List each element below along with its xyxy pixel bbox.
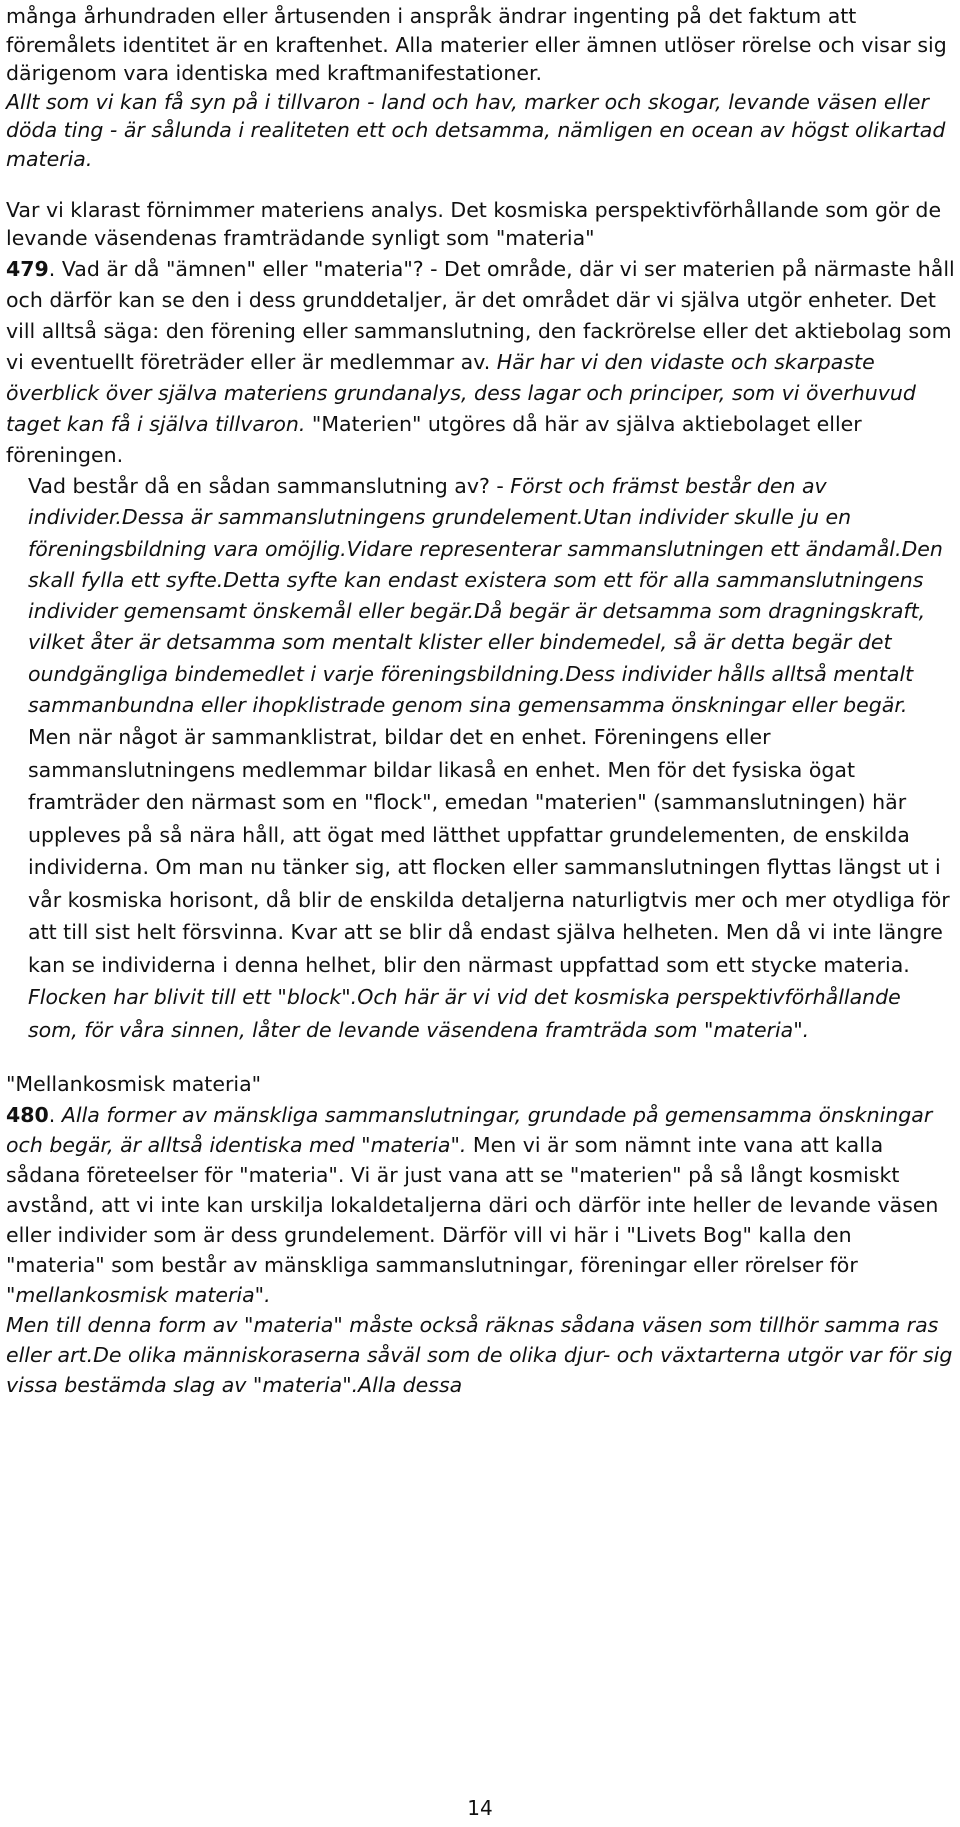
paragraph-480-text-1: . (48, 1102, 62, 1127)
document-page (6, 0, 956, 1400)
paragraph-480-italic-2: "mellankosmisk materia". (6, 1282, 271, 1307)
paragraph-480-italic-1: Alla former av mänskliga sammanslutningar, grundade på gemensamma önskningar och begär, är alltså identiska med "materia". (6, 1102, 933, 1157)
paragraph-enhet (6, 721, 956, 1046)
paragraph-1 (6, 0, 956, 173)
paragraph-materiens-analys-text: Var vi klarast förnimmer materiens analys. Det kosmiska perspektivförhållande som gör de levande väsendenas framträdande synligt som "materia" (6, 198, 942, 250)
paragraph-raser (6, 1310, 956, 1400)
paragraph-sammanslutning-italic: Först och främst består den av individer.Dessa är sammanslutningens grundelement.Utan individer skulle ju en föreningsbildning vara omöjlig.Vidare representerar sammanslutningen ett ändamål.Den skall fylla ett syfte.Detta syfte kan endast existera som ett för alla sammanslutningens individer gemensamt önskemål eller begär.Då begär är detsamma som dragningskraft, vilket åter är detsamma som mentalt klister eller bindemedel, så är detta begär det oundgängliga bindemedlet i varje föreningsbildning.Dess individer hålls alltså mentalt sammanbundna eller ihopklistrade genom sina gemensamma önskningar eller begär. (28, 474, 943, 718)
paragraph-1-italic: Allt som vi kan få syn på i tillvaron - land och hav, marker och skogar, levande väsen eller döda ting - är sålunda i realiteten ett och detsamma, nämligen en ocean av högst olikartad materia. (6, 89, 946, 171)
paragraph-enhet-italic: Flocken har blivit till ett "block".Och här är vi vid det kosmiska perspektivförhållande som, för våra sinnen, låter de levande väsendena framträda som "materia". (28, 985, 901, 1042)
paragraph-480 (6, 1100, 956, 1310)
paragraph-480-text-2: Men vi är som nämnt inte vana att kalla sådana företeelser för "materia". Vi är just vana att se "materien" på så långt kosmiskt avstånd, att vi inte kan urskilja lokaldetaljerna däri och därför inte heller de levande väsen eller individer som är dess grundelement. Därför vill vi här i "Livets Bog" kalla den "materia" som består av mänskliga sammanslutningar, föreningar eller rörelser för (6, 1132, 939, 1277)
paragraph-479 (6, 254, 956, 471)
paragraph-enhet-text: Men när något är sammanklistrat, bildar det en enhet. Föreningens eller sammanslutningens medlemmar bildar likaså en enhet. Men för det fysiska ögat framträder den närmast som en "flock", emedan "materien" (sammanslutningen) här uppleves på så nära håll, att ögat med lätthet uppfattar grundelementen, de enskilda individerna. Om man nu tänker sig, att flocken eller sammanslutningen flyttas längst ut i vår kosmiska horisont, då blir de enskilda detaljerna naturligtvis mer och mer otydliga för att till sist helt försvinna. Kvar att se blir då endast själva helheten. Men då vi inte längre kan se individerna i denna helhet, blir den närmast uppfattad som ett stycke materia. (28, 725, 950, 977)
page-number: 14 (467, 1796, 493, 1820)
paragraph-479-text-2: "Materien" utgöres då här av själva aktiebolaget eller föreningen. (6, 412, 862, 467)
paragraph-479-text-1: . Vad är då "ämnen" eller "materia"? - Det område, där vi ser materien på närmaste håll och därför kan se den i dess grunddetaljer, är det området där vi själva utgör enheter. Det vill alltså säga: den förening eller sammanslutning, den fackrörelse eller det aktiebolag som vi eventuellt företräder eller är medlemmar av. (6, 257, 955, 374)
section-number-480: 480 (6, 1102, 49, 1127)
section-heading-mellankosmisk (6, 1070, 956, 1100)
paragraph-sammanslutning (6, 471, 956, 721)
section-heading-text: "Mellankosmisk materia" (6, 1072, 262, 1097)
section-number-479: 479 (6, 257, 49, 281)
paragraph-raser-italic: Men till denna form av "materia" måste också räknas sådana väsen som tillhör samma ras eller art.De olika människoraserna såväl som de olika djur- och växtarterna utgör var för sig vissa bestämda slag av "materia".Alla dessa (6, 1312, 953, 1397)
paragraph-1-text: många århundraden eller årtusenden i anspråk ändrar ingenting på det faktum att föremålets identitet är en kraftenhet. Alla materier eller ämnen utlöser rörelse och visar sig därigenom vara identiska med kraftmanifestationer. (6, 4, 947, 85)
paragraph-materiens-analys (6, 197, 956, 252)
paragraph-sammanslutning-text: Vad består då en sådan sammanslutning av? - (28, 474, 511, 498)
paragraph-479-italic: Här har vi den vidaste och skarpaste överblick över själva materiens grundanalys, dess lagar och principer, som vi överhuvud taget kan få i själva tillvaron. (6, 350, 916, 436)
